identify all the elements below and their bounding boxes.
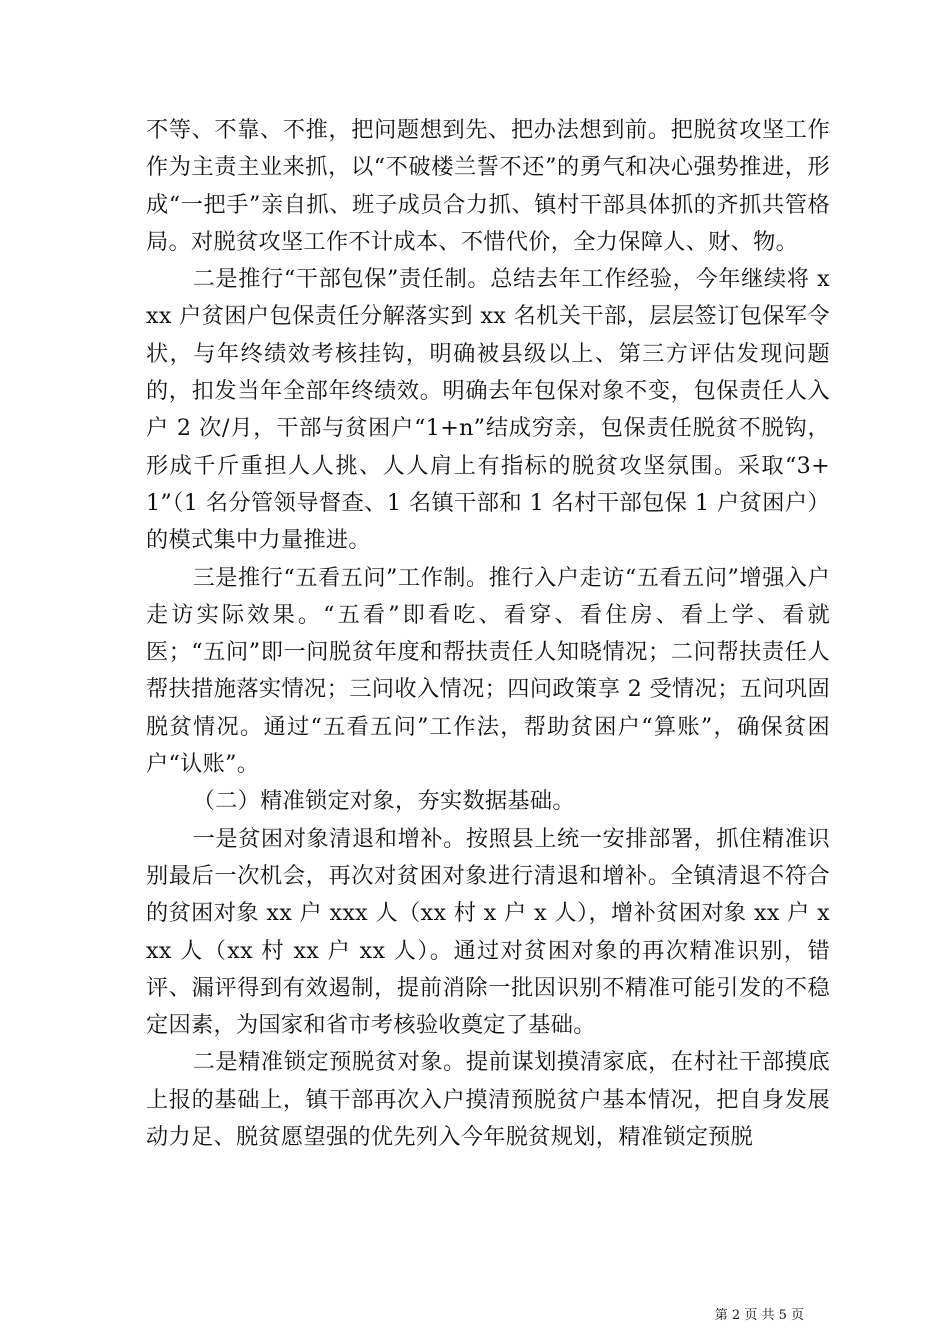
paragraph-continuation: 不等、不靠、不推，把问题想到先、把办法想到前。把脱贫攻坚工作作为主责主业来抓，以“不破楼兰誓不还”的勇气和决心强势推进，形成“一把手”亲自抓、班子成员合力抓、镇村干部具体抓的齐抓共管格局。对脱贫攻坚工作不计成本、不惜代价，全力保障人、财、物。 xyxy=(146,117,830,255)
paragraph-poverty-adjustment: 一是贫困对象清退和增补。按照县上统一安排部署，抓住精准识别最后一次机会，再次对贫困对象进行清退和增补。全镇清退不符合的贫困对象 xx 户 xxx 人（xx 村 x 户 x 人），增补贫困对象 xx 户 xxx 人（xx 村 xx 户 xx 人）。通过对贫困对象的再次精准识别，错评、漏评得到有效遏制，提前消除一批因识别不精准可能引发的不稳定因素，为国家和省市考核验收奠定了基础。 xyxy=(146,825,830,1039)
paragraph-pre-exit-targets: 二是精准锁定预脱贫对象。提前谋划摸清家底，在村社干部摸底上报的基础上，镇干部再次入户摸清预脱贫户基本情况，把自身发展动力足、脱贫愿望强的优先列入今年脱贫规划，精准锁定预脱 xyxy=(146,1049,830,1151)
page-number-footer: 第 2 页 共 5 页 xyxy=(714,1308,804,1323)
paragraph-five-look-five-ask: 三是推行“五看五问”工作制。推行入户走访“五看五问”增强入户走访实际效果。“五看”即看吃、看穿、看住房、看上学、看就医；“五问”即一问脱贫年度和帮扶责任人知晓情况；二问帮扶责任人帮扶措施落实情况；三问收入情况；四问政策享 2 受情况；五问巩固脱贫情况。通过“五看五问”工作法，帮助贫困户“算账”，确保贫困户“认账”。 xyxy=(146,564,830,778)
paragraph-cadre-responsibility: 二是推行“干部包保”责任制。总结去年工作经验，今年继续将 xxx 户贫困户包保责任分解落实到 xx 名机关干部，层层签订包保军令状，与年终绩效考核挂钩，明确被县级以上、第三方评估发现问题的，扣发当年全部年终绩效。明确去年包保对象不变，包保责任人入户 2 次/月，干部与贫困户“1+n”结成穷亲，包保责任脱贫不脱钩，形成千斤重担人人挑、人人肩上有指标的脱贫攻坚氛围。采取“3+1”（1 名分管领导督查、1 名镇干部和 1 名村干部包保 1 户贫困户）的模式集中力量推进。 xyxy=(146,266,830,554)
document-body xyxy=(146,112,830,1156)
section-heading-precise-targeting: （二）精准锁定对象，夯实数据基础。 xyxy=(192,788,575,815)
